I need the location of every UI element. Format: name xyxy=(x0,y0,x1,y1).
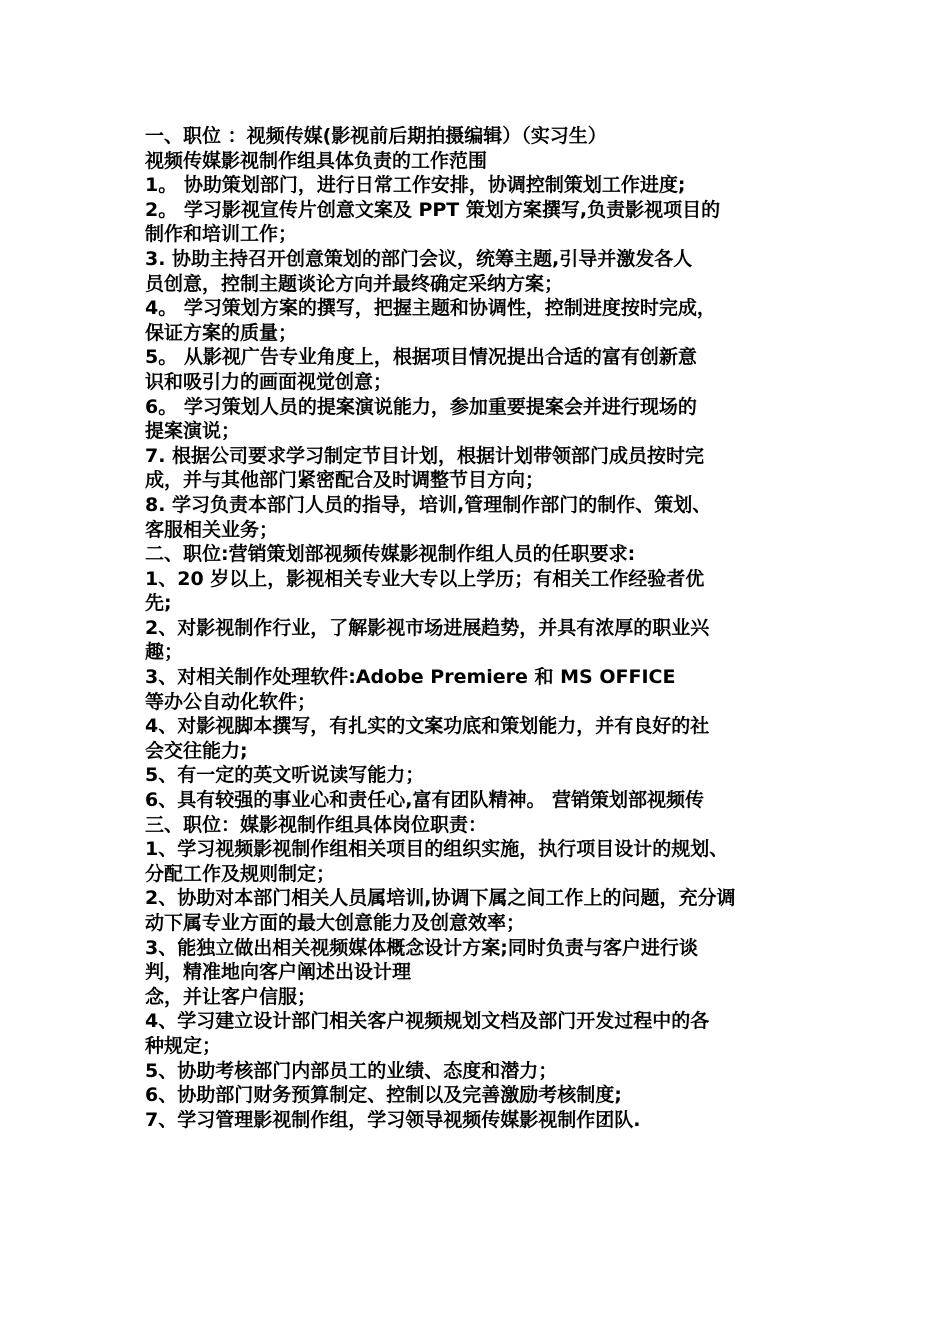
text-line: 6、协助部门财务预算制定、控制以及完善激励考核制度; xyxy=(145,1084,622,1107)
text-line: 4、学习建立设计部门相关客户视频规划文档及部门开发过程中的各 xyxy=(145,1010,710,1033)
text-line: 1。 协助策划部门，进行日常工作安排，协调控制策划工作进度; xyxy=(145,174,686,197)
text-line: 6、具有较强的事业心和责任心,富有团队精神。 营销策划部视频传 xyxy=(145,789,705,812)
text-line: 分配工作及规则制定； xyxy=(145,862,336,885)
text-line: 7. 根据公司要求学习制定节目计划，根据计划带领部门成员按时完 xyxy=(145,444,705,467)
text-line: 保证方案的质量； xyxy=(145,321,298,344)
subheading: 视频传媒影视制作组具体负责的工作范围 xyxy=(145,149,488,172)
text-line: 趣； xyxy=(145,641,184,664)
text-line: 1、20 岁以上，影视相关专业大专以上学历；有相关工作经验者优 xyxy=(145,567,705,590)
text-line: 5、有一定的英文听说读写能力； xyxy=(145,764,425,787)
text-line: 4、对影视脚本撰写，有扎实的文案功底和策划能力，并有良好的社 xyxy=(145,715,710,738)
text-line: 制作和培训工作； xyxy=(145,223,298,246)
text-line: 3、能独立做出相关视频媒体概念设计方案;同时负责与客户进行谈 xyxy=(145,936,698,959)
section-heading-1: 一、职位 ：视频传媒(影视前后期拍摄编辑）（实习生） xyxy=(145,125,607,147)
text-line: 2、协助对本部门相关人员属培训,协调下属之间工作上的问题，充分调 xyxy=(145,887,736,910)
text-line: 判，精准地向客户阐述出设计理 xyxy=(145,961,412,984)
text-line: 1、学习视频影视制作组相关项目的组织实施，执行项目设计的规划、 xyxy=(145,838,729,861)
text-line: 3. 协助主持召开创意策划的部门会议，统筹主题,引导并激发各人 xyxy=(145,247,693,270)
text-line: 成，并与其他部门紧密配合及时调整节目方向； xyxy=(145,469,545,492)
text-line: 先; xyxy=(145,592,172,615)
text-line: 客服相关业务； xyxy=(145,518,279,541)
document-body xyxy=(145,124,825,1132)
text-line: 5、协助考核部门内部员工的业绩、态度和潜力； xyxy=(145,1059,558,1082)
section-heading-2: 二、职位:营销策划部视频传媒影视制作组人员的任职要求: xyxy=(145,543,636,566)
text-line: 念，并让客户信服； xyxy=(145,985,317,1008)
text-line: 2。 学习影视宣传片创意文案及 PPT 策划方案撰写,负责影视项目的 xyxy=(145,198,721,221)
text-line: 员创意，控制主题谈论方向并最终确定采纳方案； xyxy=(145,272,564,295)
text-line: 2、对影视制作行业，了解影视市场进展趋势，并具有浓厚的职业兴 xyxy=(145,616,710,639)
text-line: 6。 学习策划人员的提案演说能力，参加重要提案会并进行现场的 xyxy=(145,395,697,418)
text-line: 7、学习管理影视制作组，学习领导视频传媒影视制作团队. xyxy=(145,1108,641,1131)
text-line: 会交往能力; xyxy=(145,739,248,762)
text-line: 提案演说； xyxy=(145,420,241,443)
text-line: 4。 学习策划方案的撰写，把握主题和协调性，控制进度按时完成， xyxy=(145,297,716,320)
text-line: 3、对相关制作处理软件:Adobe Premiere 和 MS OFFICE xyxy=(145,666,676,689)
section-heading-3: 三、职位：媒影视制作组具体岗位职责： xyxy=(145,813,488,836)
text-line: 等办公自动化软件； xyxy=(145,690,317,713)
text-line: 动下属专业方面的最大创意能力及创意效率； xyxy=(145,912,526,934)
text-line: 5。 从影视广告专业角度上，根据项目情况提出合适的富有创新意 xyxy=(145,346,697,369)
text-line: 识和吸引力的画面视觉创意； xyxy=(145,370,393,393)
text-line: 种规定； xyxy=(145,1034,222,1057)
text-line: 8. 学习负责本部门人员的指导，培训,管理制作部门的制作、策划、 xyxy=(145,493,712,516)
